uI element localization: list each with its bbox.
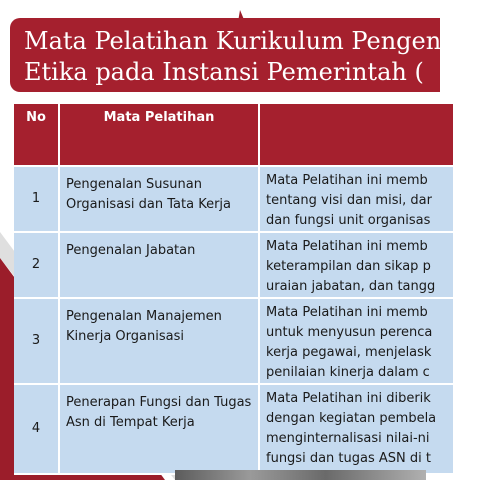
description-line: tentang visi dan misi, dar — [266, 193, 432, 208]
row-number: 3 — [14, 298, 59, 384]
course-name: Pengenalan Susunan Organisasi dan Tata Kerja — [59, 166, 259, 232]
description-line: untuk menyusun perenca — [266, 325, 433, 340]
table-header-row — [14, 104, 454, 166]
description-line: dengan kegiatan pembela — [266, 411, 437, 426]
course-table — [14, 104, 455, 475]
description-line: Mata Pelatihan ini diberik — [266, 391, 431, 406]
title-line-2: Etika pada Instansi Pemerintah ( — [24, 58, 424, 86]
description-line: dan fungsi unit organisas — [266, 213, 431, 228]
title-banner — [10, 18, 493, 92]
description-line: Mata Pelatihan ini memb — [266, 305, 428, 320]
description-line: kerja pegawai, menjelask — [266, 345, 432, 360]
course-description — [259, 384, 454, 474]
description-line: menginternalisasi nilai-ni — [266, 431, 430, 446]
row-number: 1 — [14, 166, 59, 232]
description-line: Mata Pelatihan ini memb — [266, 239, 428, 254]
course-description — [259, 232, 454, 298]
table-row — [14, 166, 454, 232]
description-line: uraian jabatan, dan tangg — [266, 279, 436, 294]
background-photo — [175, 470, 426, 480]
table-row — [14, 384, 454, 474]
course-description — [259, 166, 454, 232]
course-name: Pengenalan Manajemen Kinerja Organisasi — [59, 298, 259, 384]
header-no: No — [14, 104, 59, 166]
row-number: 4 — [14, 384, 59, 474]
course-name: Pengenalan Jabatan — [59, 232, 259, 298]
description-line: Mata Pelatihan ini memb — [266, 173, 428, 188]
description-line: keterampilan dan sikap p — [266, 259, 431, 274]
description-line: fungsi dan tugas ASN di t — [266, 451, 431, 466]
title-line-1: Mata Pelatihan Kurikulum Pengenalan — [24, 27, 493, 55]
course-description — [259, 298, 454, 384]
header-description — [259, 104, 454, 166]
row-number: 2 — [14, 232, 59, 298]
table-row — [14, 232, 454, 298]
table-row — [14, 298, 454, 384]
description-line: penilaian kinerja dalam c — [266, 365, 430, 380]
course-name: Penerapan Fungsi dan Tugas Asn di Tempat Kerja — [59, 384, 259, 474]
header-course-name: Mata Pelatihan — [59, 104, 259, 166]
